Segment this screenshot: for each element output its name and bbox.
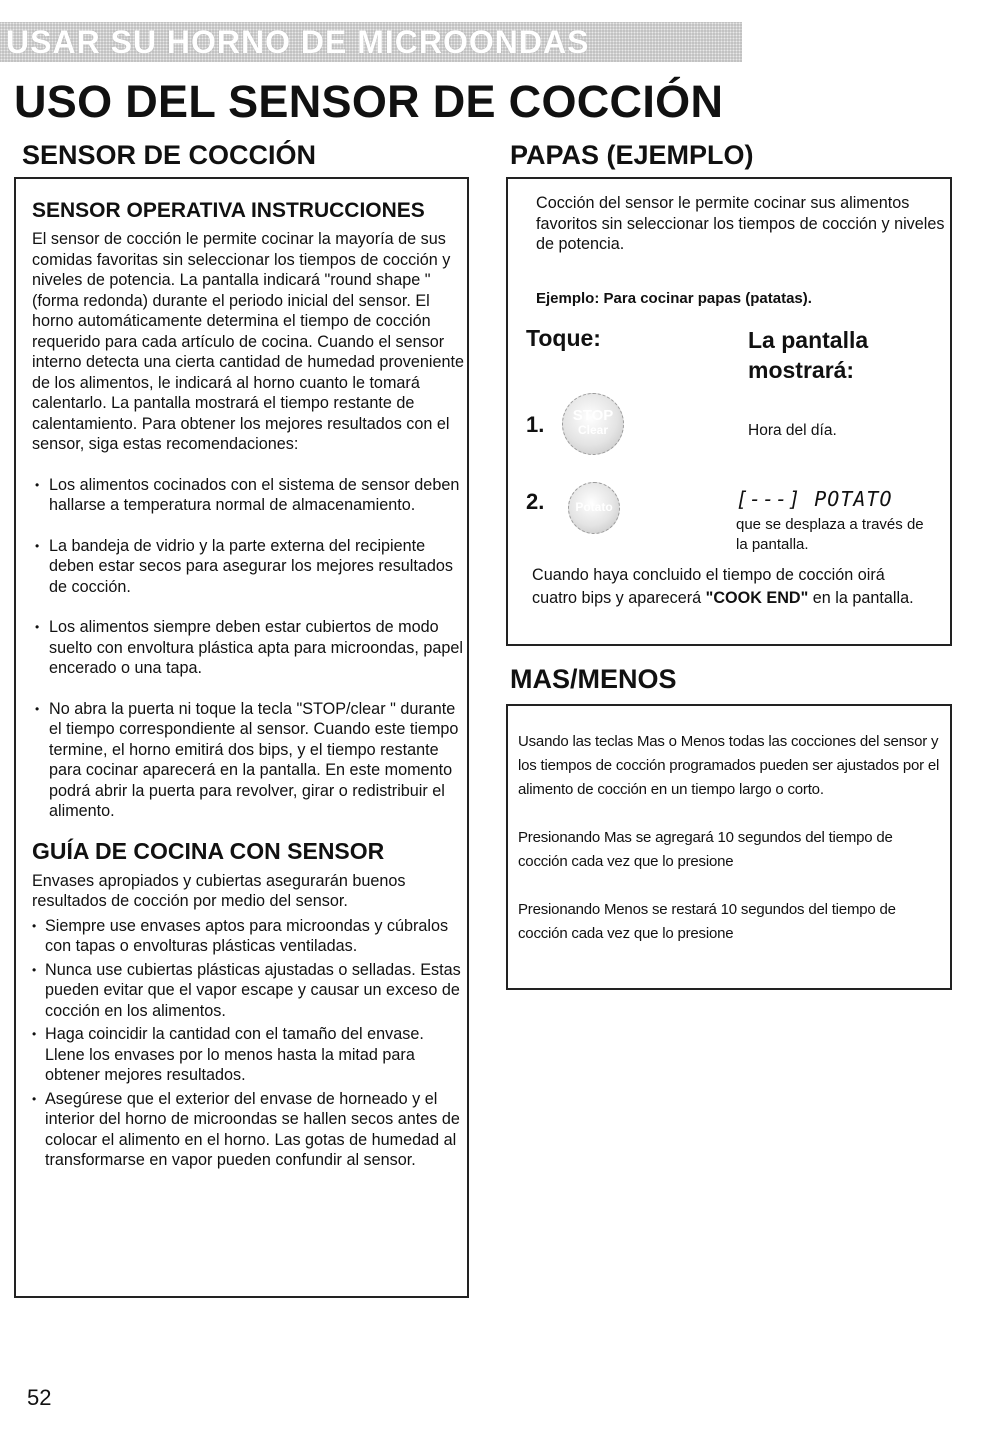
- key-label: Clear: [577, 423, 609, 437]
- page-title: USO DEL SENSOR DE COCCIÓN: [14, 76, 724, 127]
- papas-closing-text: [532, 564, 932, 610]
- mas-menos-paragraph: Presionando Menos se restará 10 segundos del tiempo de cocción cada vez que lo presione: [518, 901, 896, 942]
- list-item: • Haga coincidir la cantidad con el tamaño del envase. Llene los envases por lo menos hasta la mitad para obtener mejores resultados.: [32, 1024, 464, 1086]
- key-label: STOP: [572, 407, 614, 424]
- list-item: • Nunca use cubiertas plásticas ajustadas o selladas. Estas pueden evitar que el vapor escape y causar un exceso de cocción en los alimentos.: [32, 960, 464, 1022]
- list-item: • Siempre use envases aptos para microondas y cúbralos con tapas o envolturas plásticas ventiladas.: [32, 916, 464, 957]
- closing-text: Cuando haya concluido el tiempo de cocción oirá cuatro bips y aparecerá: [532, 566, 885, 607]
- mas-menos-section-title: MAS/MENOS: [510, 664, 677, 694]
- step-number: 1.: [526, 412, 545, 437]
- banner-title: USAR SU HORNO DE MICROONDAS: [6, 24, 590, 60]
- guide-list: [32, 916, 464, 1171]
- instructions-title: SENSOR OPERATIVA INSTRUCCIONES: [32, 199, 425, 222]
- list-item: • La bandeja de vidrio y la parte externa del recipiente deben estar secos para asegurar los mejores resultados de cocción.: [32, 536, 464, 598]
- list-item: • No abra la puerta ni toque la tecla "STOP/clear " durante el tiempo correspondiente al sensor. Cuando este tiempo termine, el horno emitirá dos bips, y el tiempo restante para cocinar aparecerá en la pantalla. En este momento podrá abrir la puerta para revolver, girar o redistribuir el alimento.: [32, 699, 464, 822]
- mas-menos-paragraph: Usando las teclas Mas o Menos todas las cocciones del sensor y los tiempos de cocción programados pueden ser ajustados por el alimento de cocción en un tiempo largo o corto.: [518, 733, 940, 798]
- cook-end-text: "COOK END": [705, 589, 809, 607]
- key-label: Potato: [575, 500, 613, 514]
- guide-title: GUÍA DE COCINA CON SENSOR: [32, 837, 385, 864]
- sensor-intro-text: El sensor de cocción le permite cocinar la mayoría de sus comidas favoritas sin seleccionar los tiempos de cocción y niveles de potencia. La pantalla indicará "round shape " (forma redonda) durante el periodo inicial del sensor. El horno automáticamente determina el tiempo de cocción requerido para cada artículo de cocina. Cuando el sensor interno detecta una cierta cantidad de humedad proveniente de los alimentos, le indicará al horno cuanto le tomará calentarlo. La pantalla mostrará el tiempo restante de calentamiento. Para obtener los mejores resultados con el sensor, siga estas recomendaciones:: [32, 230, 464, 453]
- list-item: • Los alimentos siempre deben estar cubiertos de modo suelto con envoltura plástica apta para microondas, papel encerado o una tapa.: [32, 617, 464, 679]
- closing-text: en la pantalla.: [808, 589, 914, 607]
- display-scroll-note: que se desplaza a través de la pantalla.: [736, 516, 924, 553]
- papas-example-box: [506, 177, 952, 646]
- step-number: 2.: [526, 489, 545, 514]
- guide-intro-text: Envases apropiados y cubiertas asegurarán buenos resultados de cocción por medio del sensor.: [32, 871, 406, 910]
- display-time-of-day: Hora del día.: [748, 422, 837, 439]
- list-item: • Asegúrese que el exterior del envase de horneado y el interior del horno de microondas se hallen secos antes de colocar el alimento en el horno. Las gotas de humedad al transformarse en vapor pueden confundir al sensor.: [32, 1089, 464, 1171]
- mas-menos-paragraph: Presionando Mas se agregará 10 segundos del tiempo de cocción cada vez que lo presione: [518, 829, 893, 870]
- sensor-recommendations-list: [32, 475, 464, 822]
- mas-menos-box: [506, 704, 952, 990]
- header-banner: [0, 22, 742, 62]
- papas-section-title: PAPAS (EJEMPLO): [510, 140, 754, 170]
- display-header: La pantalla mostrará:: [748, 327, 869, 383]
- page-number: 52: [27, 1385, 52, 1410]
- stop-clear-key[interactable]: [562, 393, 624, 455]
- sensor-section-title: SENSOR DE COCCIÓN: [22, 140, 317, 170]
- sensor-instructions-box: [14, 177, 469, 1298]
- touch-header: Toque:: [526, 325, 601, 351]
- list-item: • Los alimentos cocinados con el sistema de sensor deben hallarse a temperatura normal de almacenamiento.: [32, 475, 464, 516]
- papas-intro-text: Cocción del sensor le permite cocinar sus alimentos favoritos sin seleccionar los tiempos de cocción y niveles de potencia.: [536, 194, 945, 253]
- display-potato-segments: [---] POTATO: [736, 487, 893, 511]
- potato-key[interactable]: [568, 482, 620, 534]
- papas-example-text: Ejemplo: Para cocinar papas (patatas).: [536, 290, 812, 307]
